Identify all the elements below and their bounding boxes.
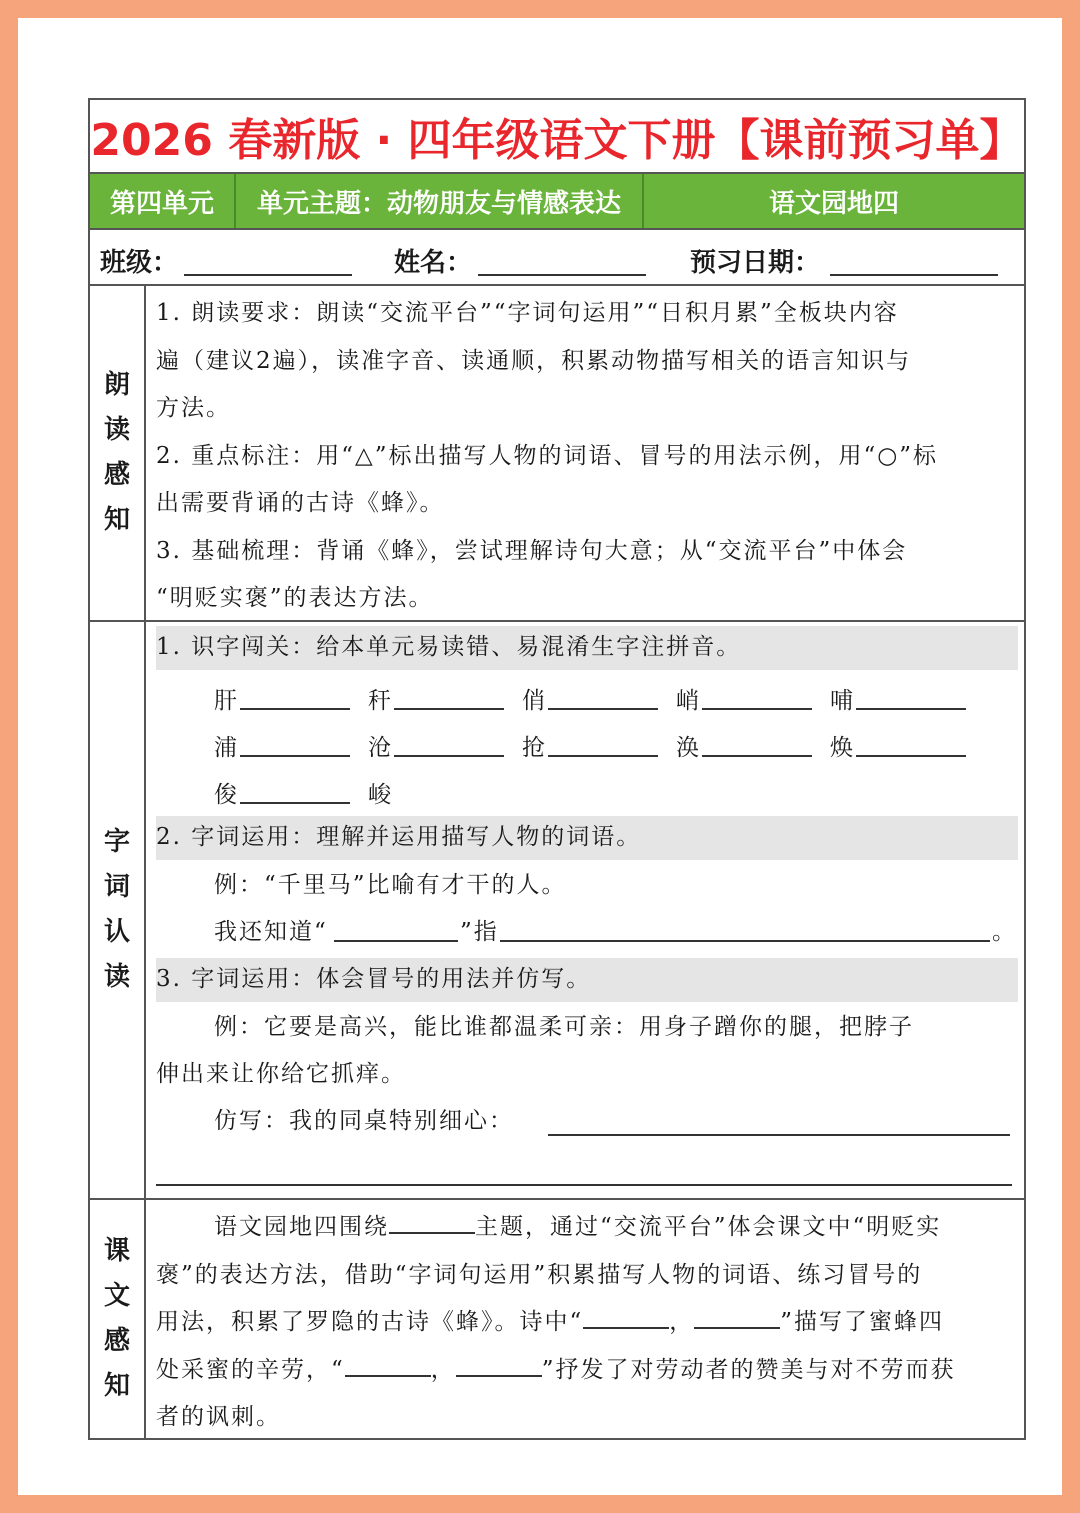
char-item: 涣 bbox=[676, 735, 699, 761]
imitate-label: 仿写：我的同桌特别细心： bbox=[214, 1108, 514, 1134]
pinyin-blank[interactable] bbox=[856, 708, 966, 710]
poem-blank-3[interactable] bbox=[345, 1353, 431, 1377]
section-words bbox=[90, 622, 1024, 1200]
student-info bbox=[90, 230, 1024, 286]
unit-theme: 单元主题：动物朋友与情感表达 bbox=[236, 174, 644, 228]
char-item: 抢 bbox=[522, 735, 545, 761]
imitate-blank[interactable] bbox=[548, 1134, 1010, 1136]
class-label: 班级： bbox=[100, 248, 179, 278]
task3-example-line1: 例：它要是高兴，能比谁都温柔可亲：用身子蹭你的腿，把脖子 bbox=[214, 1014, 914, 1040]
section-summary bbox=[90, 1200, 1024, 1438]
poem-blank-4[interactable] bbox=[456, 1353, 542, 1377]
name-label: 姓名： bbox=[394, 248, 473, 278]
char-item: 沧 bbox=[368, 735, 391, 761]
section-words-label: 字 词 认 读 bbox=[90, 622, 146, 1198]
char-item: 浦 bbox=[214, 735, 237, 761]
pinyin-blank[interactable] bbox=[702, 755, 812, 757]
char-item: 峭 bbox=[676, 688, 699, 714]
meaning-blank[interactable] bbox=[500, 940, 990, 942]
char-item: 秆 bbox=[368, 688, 391, 714]
char-item: 俏 bbox=[522, 688, 545, 714]
poem-blank-1[interactable] bbox=[583, 1305, 669, 1329]
paper bbox=[18, 18, 1062, 1495]
pinyin-blank[interactable] bbox=[548, 708, 658, 710]
pinyin-blank[interactable] bbox=[394, 755, 504, 757]
date-label: 预习日期： bbox=[690, 248, 821, 278]
task2-fill-a: 我还知道“ bbox=[214, 919, 328, 945]
task2-example: 例：“千里马”比喻有才干的人。 bbox=[214, 872, 567, 898]
char-item: 俊 bbox=[214, 782, 237, 808]
section-summary-label: 课 文 感 知 bbox=[90, 1200, 146, 1438]
lesson-name: 语文园地四 bbox=[768, 188, 899, 219]
pinyin-blank[interactable] bbox=[702, 708, 812, 710]
pinyin-blank[interactable] bbox=[856, 755, 966, 757]
task2-fill-c: 。 bbox=[992, 919, 1017, 945]
class-field[interactable] bbox=[184, 274, 352, 276]
reading-text: 1. 朗读要求：朗读“交流平台”“字词句运用”“日积月累”全板块内容 遍（建议2遍），读准字音、读通顺，积累动物描写相关的语言知识与 方法。 2. 重点标注：用“△”标出描写人物的词语、冒号的用法示例，用“○”标 出需要背诵的古诗《蜂》。 3. 基础梳理：背诵《蜂》，尝试理解诗句大意；从“交流平台”中体会 “明贬实褒”的表达方法。 bbox=[156, 300, 939, 611]
unit-label: 第四单元 bbox=[90, 174, 236, 228]
char-item: 哺 bbox=[830, 688, 853, 714]
task2-title: 2. 字词运用：理解并运用描写人物的词语。 bbox=[156, 824, 642, 850]
summary-text: 语文园地四围绕 主题，通过“交流平台”体会课文中“明贬实 褒”的表达方法，借助“字词句运用”积累描写人物的词语、练习冒号的 用法，积累了罗隐的古诗《蜂》。诗中“ ， ”描写了蜜蜂四 处采蜜的辛劳，“ ， ”抒发了对劳动者的赞美与对不劳而获 者的讽刺。 bbox=[156, 1204, 1022, 1442]
poem-blank-2[interactable] bbox=[694, 1305, 780, 1329]
page-title: 2026 春新版 · 四年级语文下册【课前预习单】 bbox=[90, 100, 1024, 174]
task2-fill-b: ”指 bbox=[460, 919, 499, 945]
task1-title: 1. 识字闯关：给本单元易读错、易混淆生字注拼音。 bbox=[156, 634, 742, 660]
char-item: 峻 bbox=[368, 782, 391, 808]
unit-header bbox=[90, 174, 1024, 230]
name-field[interactable] bbox=[478, 274, 646, 276]
theme-blank[interactable] bbox=[389, 1210, 475, 1234]
pinyin-blank[interactable] bbox=[240, 755, 350, 757]
pinyin-blank[interactable] bbox=[240, 708, 350, 710]
task3-example-line2: 伸出来让你给它抓痒。 bbox=[156, 1061, 406, 1087]
pinyin-blank[interactable] bbox=[240, 802, 350, 804]
pinyin-blank[interactable] bbox=[548, 755, 658, 757]
worksheet bbox=[88, 98, 1026, 1440]
imitate-blank-2[interactable] bbox=[156, 1184, 1012, 1186]
section-reading bbox=[90, 286, 1024, 622]
word-blank[interactable] bbox=[334, 940, 458, 942]
char-item: 焕 bbox=[830, 735, 853, 761]
date-field[interactable] bbox=[830, 274, 998, 276]
task3-title: 3. 字词运用：体会冒号的用法并仿写。 bbox=[156, 966, 592, 992]
section-reading-label: 朗 读 感 知 bbox=[90, 286, 146, 620]
char-item: 肝 bbox=[214, 688, 237, 714]
pinyin-blank[interactable] bbox=[394, 708, 504, 710]
